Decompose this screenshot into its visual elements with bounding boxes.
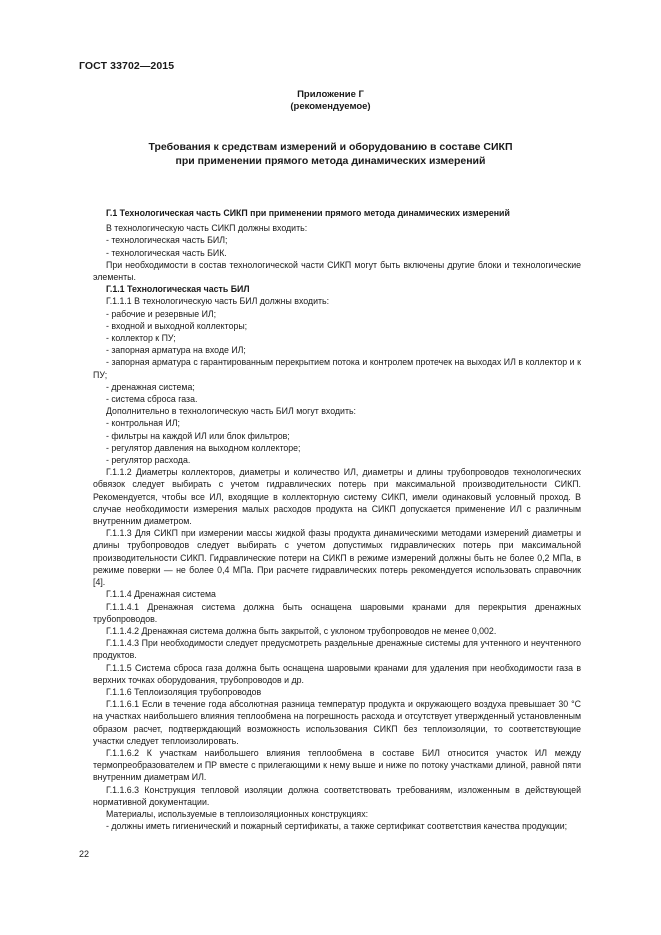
list-item: - запорная арматура на входе ИЛ; (106, 345, 246, 356)
list-item: - рабочие и резервные ИЛ; (106, 308, 217, 319)
paragraph: Г.1.1.5 Система сброса газа должна быть оснащена шаровыми кранами для удаления при необходимости газа в верхних точках оборудования, трубопроводов и др. (93, 662, 581, 685)
paragraph: Г.1.1.6.1 Если в течение года абсолютная разница температур продукта и окружающего воздуха превышает 30 °С на участках наибольшего влияния теплообмена на погрешность расхода и отсутствует утвержденный установленным образом расчет, подтверждающий возможность использования СИКП без теплоизоляции, то соответствующие участки следует теплоизолировать. (93, 699, 581, 746)
list-item: - коллектор к ПУ; (106, 333, 176, 344)
document-title-line-2: при применении прямого метода динамических измерений (175, 155, 486, 167)
section-heading-g11: Г.1.1 Технологическая часть БИЛ (106, 284, 250, 295)
document-code: ГОСТ 33702—2015 (79, 60, 175, 72)
paragraph: Дополнительно в технологическую часть БИЛ могут входить: (106, 406, 357, 417)
list-item: - технологическая часть БИЛ; (106, 235, 228, 246)
appendix-subtitle: (рекомендуемое) (290, 101, 371, 112)
section-heading-g1: Г.1 Технологическая часть СИКП при применении прямого метода динамических измерений (106, 208, 510, 218)
page-number: 22 (79, 849, 90, 859)
list-item: - система сброса газа. (106, 394, 198, 405)
list-item: - должны иметь гигиенический и пожарный сертификаты, а также сертификат соответствия качества продукции; (106, 821, 568, 832)
paragraph: Г.1.1.1 В технологическую часть БИЛ должны входить: (106, 296, 330, 307)
appendix-heading (0, 89, 661, 113)
list-item: - регулятор расхода. (106, 455, 191, 466)
paragraph: Г.1.1.2 Диаметры коллекторов, диаметры и количество ИЛ, диаметры и длины трубопроводов технологических обвязок следует выбирать с учетом гидравлических потерь при максимальной производительности СИКП. Рекомендуется, чтобы все ИЛ, входящие в коллекторную систему СИКП, имели одинаковый условный проход. В случае необходимости измерения малых расходов продукта на СИКП допускается применение ИЛ с различным внутренним диаметром. (93, 467, 581, 527)
paragraph: Г.1.1.4.1 Дренажная система должна быть оснащена шаровыми кранами для перекрытия дренажных трубопроводов. (93, 601, 581, 624)
paragraph: При необходимости в состав технологической части СИКП могут быть включены другие блоки и технологические элементы. (93, 259, 581, 283)
list-item: - контрольная ИЛ; (106, 418, 180, 429)
list-item: - запорная арматура с гарантированным перекрытием потока и контролем протечек на выходах ИЛ в коллектор и к ПУ; (93, 357, 581, 380)
paragraph: Материалы, используемые в теплоизоляционных конструкциях: (106, 808, 369, 819)
paragraph: Г.1.1.4.2 Дренажная система должна быть закрытой, с уклоном трубопроводов не менее 0,002. (106, 625, 497, 636)
document-title-line-1: Требования к средствам измерений и оборудованию в составе СИКП (148, 141, 513, 153)
subsection-heading: Г.1.1.6 Теплоизоляция трубопроводов (106, 686, 262, 697)
document-body (93, 207, 581, 832)
list-item: - регулятор давления на выходном коллекторе; (106, 442, 301, 453)
paragraph: В технологическую часть СИКП должны входить: (106, 223, 308, 234)
document-title (80, 140, 581, 168)
paragraph: Г.1.1.3 Для СИКП при измерении массы жидкой фазы продукта динамическими методами измерений диаметры и длины трубопроводов следует выбирать с учетом допустимых гидравлических потерь при максимальной производительности СИКП. Гидравлические потери на СИКП в режиме измерений должны быть не более 0,2 МПа, в режиме поверки — не более 0,4 МПа. При расчете гидравлических потерь рекомендуется использовать справочник [4]. (93, 528, 581, 588)
paragraph: Г.1.1.6.2 К участкам наибольшего влияния теплообмена в составе БИЛ относится участок ИЛ между термопреобразователем и ПР вместе с прилегающими к нему выше и ниже по потоку участками длиной, равной пяти внутренним диаметрам ИЛ. (93, 747, 581, 783)
list-item: - дренажная система; (106, 381, 195, 392)
paragraph: Г.1.1.4.3 При необходимости следует предусмотреть раздельные дренажные системы для учтенного и неучтенного продуктов. (93, 638, 581, 661)
appendix-title: Приложение Г (297, 89, 364, 100)
list-item: - фильтры на каждой ИЛ или блок фильтров; (106, 430, 290, 441)
list-item: - входной и выходной коллекторы; (106, 320, 248, 331)
list-item: - технологическая часть БИК. (106, 247, 227, 258)
paragraph: Г.1.1.6.3 Конструкция тепловой изоляции должна соответствовать требованиям, изложенным в действующей нормативной документации. (93, 784, 581, 807)
subsection-heading: Г.1.1.4 Дренажная система (106, 589, 216, 600)
